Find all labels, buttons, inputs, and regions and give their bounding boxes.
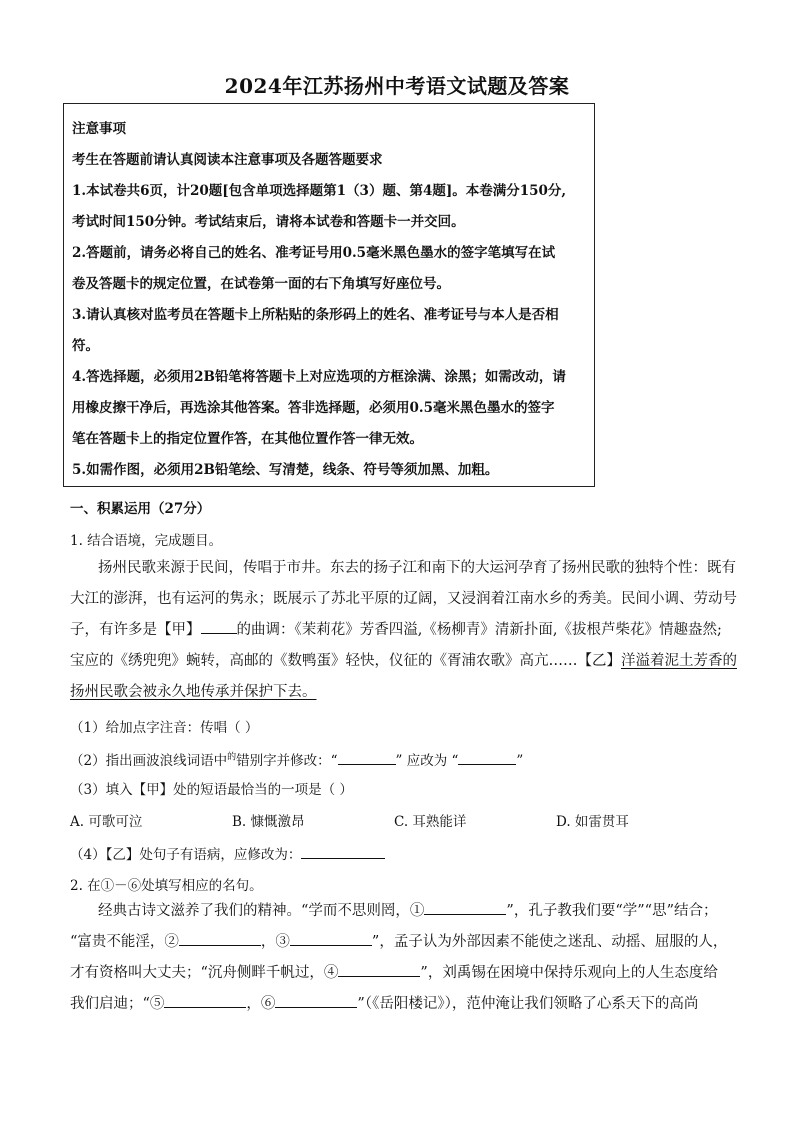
passage-text: “富贵不能淫，② [70, 934, 179, 950]
sub-question-3: （3）填入【甲】处的短语最恰当的一项是（ ） [70, 782, 353, 798]
answer-blank-4[interactable] [338, 962, 420, 977]
page-title: 2024年江苏扬州中考语文试题及答案 [224, 74, 570, 98]
notice-line: 2.答题前，请务必将自己的姓名、准考证号用0.5毫米黑色墨水的签字笔填写在试 [72, 245, 556, 261]
options-row [70, 810, 720, 830]
passage-line: 扬州民歌来源于民间，传唱于市井。东去的扬子江和南下的大运河孕育了扬州民歌的独特个性：既有 [98, 560, 736, 576]
passage-line [70, 989, 720, 1020]
notice-line: 卷及答题卡的规定位置，在试卷第一面的右下角填写好座位号。 [72, 276, 450, 292]
answer-blank-2[interactable] [179, 931, 261, 946]
answer-blank-1[interactable] [424, 900, 506, 915]
passage-text: ”，孔子教我们要“学”“思”结合； [506, 903, 718, 919]
sub-question-text: （2）指出画波浪线词语中 [70, 753, 228, 769]
passage-text: ”，刘禹锡在困境中保持乐观向上的人生态度给 [420, 965, 718, 981]
answer-blank-revision[interactable] [301, 844, 385, 859]
notice-line: 3.请认真核对监考员在答题卡上所粘贴的条形码上的姓名、准考证号与本人是否相 [72, 307, 559, 323]
underlined-sentence: 洋溢着泥土芳香的 [621, 653, 737, 669]
passage-line [70, 896, 720, 927]
option-c[interactable]: C. 耳熟能详 [394, 814, 467, 830]
passage-text: ，⑥ [246, 996, 276, 1012]
sub-question-text: （4）【乙】处句子有语病，应修改为： [70, 847, 302, 863]
answer-blank-jia[interactable] [201, 619, 237, 634]
answer-blank-wrong-char[interactable] [338, 750, 396, 765]
answer-blank-3[interactable] [290, 931, 372, 946]
answer-blank-6[interactable] [275, 993, 357, 1008]
notice-line: 用橡皮擦干净后，再选涂其他答案。答非选择题，必须用0.5毫米黑色墨水的签字 [72, 400, 555, 416]
option-d[interactable]: D. 如雷贯耳 [556, 814, 629, 830]
notice-line: 笔在答题卡上的指定位置作答，在其他位置作答一律无效。 [72, 431, 423, 447]
passage-line [70, 927, 728, 958]
sub-question-2 [70, 749, 720, 769]
notice-line: 4.答选择题，必须用2B铅笔将答题卡上对应选项的方框涂满、涂黑；如需改动，请 [72, 369, 566, 385]
passage-line: 大江的澎湃，也有运河的隽永；既展示了苏北平原的辽阔，又浸润着江南水乡的秀美。民间小调、劳动号 [70, 591, 737, 607]
question-2-passage [70, 896, 728, 1020]
notice-heading: 注意事项 [72, 121, 126, 137]
answer-blank-5[interactable] [164, 993, 246, 1008]
notice-subheading: 考生在答题前请认真阅读本注意事项及各题答题要求 [72, 152, 383, 168]
underlined-sentence: 扬州民歌会被永久地传承并保护下去。 [70, 684, 317, 700]
passage-text: 子，有许多是【甲】 [70, 622, 201, 638]
question-1-stem: 1. 结合语境，完成题目。 [70, 533, 223, 549]
passage-text: ”，孟子认为外部因素不能使之迷乱、动摇、屈服的人， [371, 934, 728, 950]
passage-text: ，③ [260, 934, 290, 950]
notice-box [63, 103, 595, 487]
notice-line: 1.本试卷共6页，计20题[包含单项选择题第1（3）题、第4题]。本卷满分150分, [72, 183, 567, 199]
question-1-passage [70, 553, 737, 708]
sub-question-text: ” 应改为 “ [395, 753, 459, 769]
passage-text: 的曲调：《茉莉花》芳香四溢,《杨柳青》清新扑面,《拔根芦柴花》情趣盎然; [236, 622, 722, 638]
sub-question-1: （1）给加点字注音：传唱（ ） [70, 720, 259, 736]
passage-text: 宝应的《绣兜兜》蜿转，高邮的《数鸭蛋》轻快，仪征的《胥浦农歌》高亢……【乙】 [70, 653, 621, 669]
option-b[interactable]: B. 慷慨激昂 [232, 814, 305, 830]
notice-line: 考试时间150分钟。考试结束后，请将本试卷和答题卡一并交回。 [72, 214, 465, 230]
passage-line [70, 958, 720, 989]
passage-line [70, 677, 720, 708]
passage-text: 经典古诗文滋养了我们的精神。“学而不思则罔，① [98, 903, 425, 919]
answer-blank-correct-char[interactable] [458, 750, 516, 765]
option-a[interactable]: A. 可歌可泣 [70, 814, 143, 830]
passage-text: 才有资格叫大丈夫；“沉舟侧畔千帆过，④ [70, 965, 339, 981]
section-heading: 一、积累运用（27分） [70, 501, 211, 517]
passage-line [70, 615, 720, 646]
passage-text: ”（《岳阳楼记》），范仲淹让我们领略了心系天下的高尚 [357, 996, 699, 1012]
sub-question-text: 错别字并修改：“ [236, 753, 338, 769]
sub-question-text: ” [516, 753, 524, 769]
notice-line: 5.如需作图，必须用2B铅笔绘、写清楚，线条、符号等须加黑、加粗。 [72, 462, 499, 478]
dotted-char: 的 [227, 752, 237, 763]
passage-line [70, 646, 737, 677]
sub-question-4 [70, 843, 720, 863]
question-2-stem: 2. 在①－⑥处填写相应的名句。 [70, 878, 263, 894]
passage-text: 我们启迪；“⑤ [70, 996, 165, 1012]
notice-line: 符。 [72, 338, 99, 354]
